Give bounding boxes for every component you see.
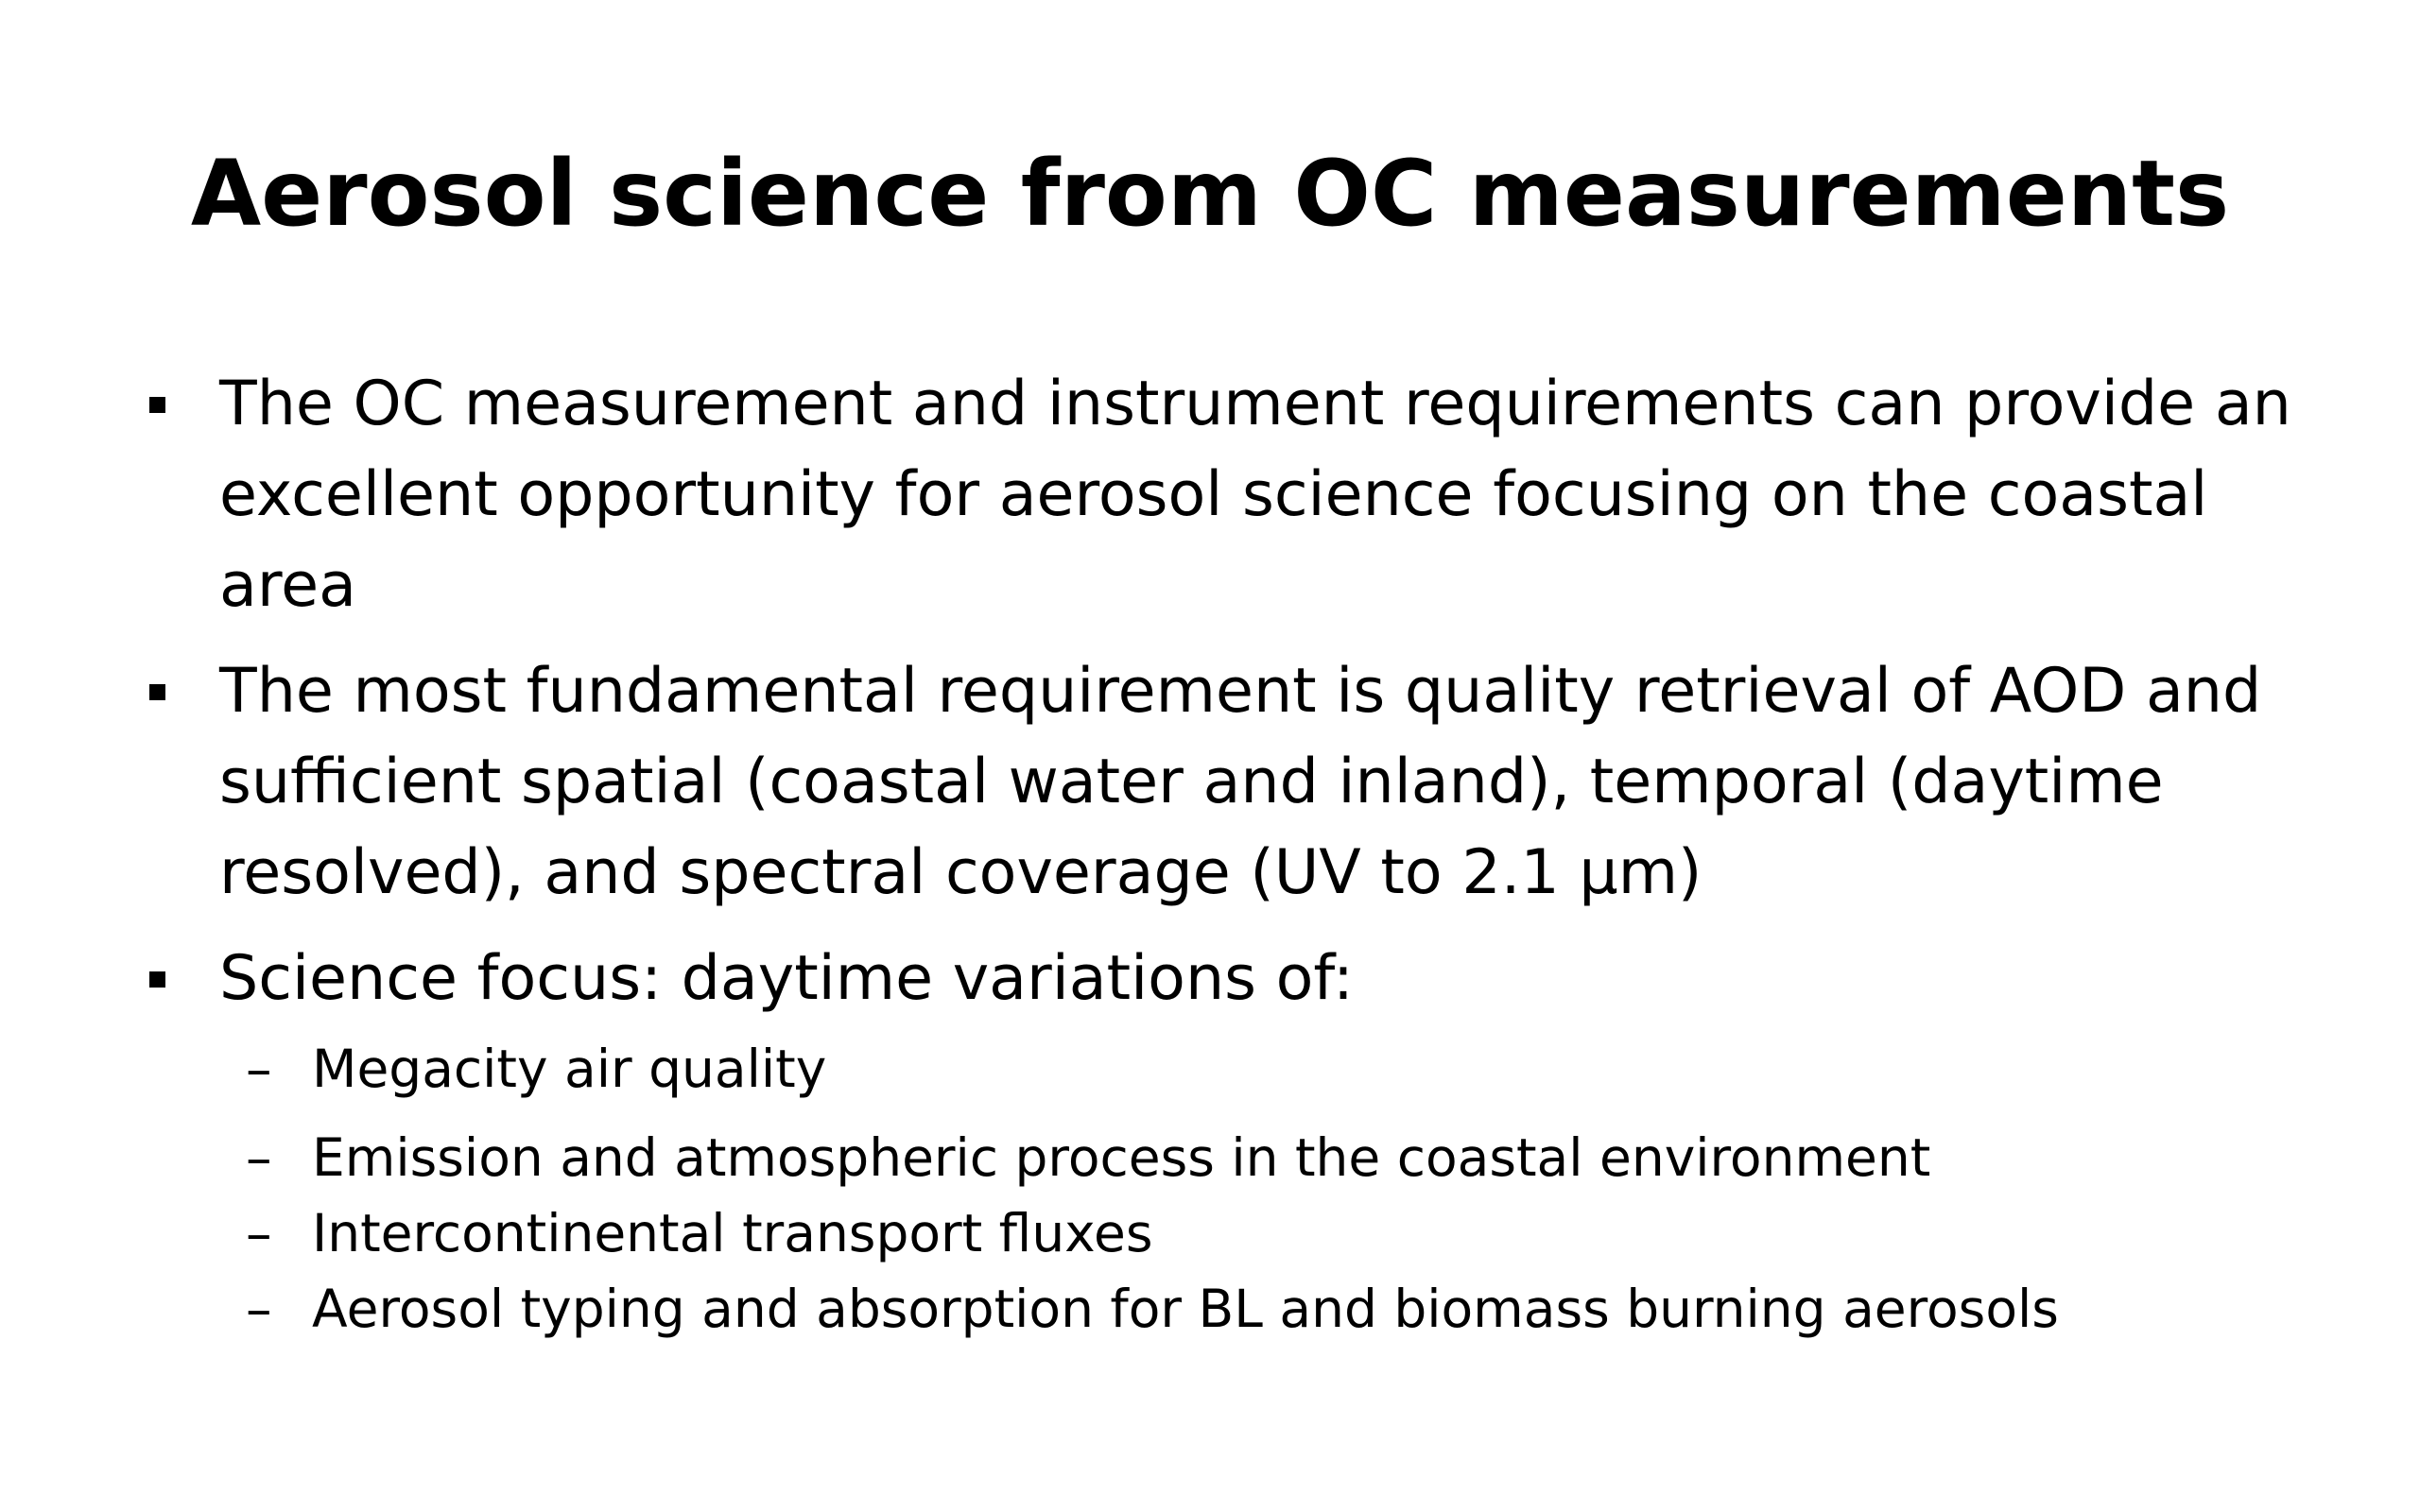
dash-bullet-icon: – bbox=[246, 1039, 272, 1099]
bullet-text: The OC measurement and instrument requirements can provide an excellent opportunity for aerosol science focusing on the coastal area bbox=[219, 369, 2291, 621]
dash-bullet-icon: – bbox=[246, 1279, 272, 1339]
sub-bullet-text: Emission and atmospheric process in the coastal environment bbox=[312, 1127, 1931, 1188]
sub-bullet-item bbox=[238, 1038, 2318, 1100]
sub-bullet-item bbox=[238, 1202, 2318, 1264]
dash-bullet-icon: – bbox=[246, 1203, 272, 1263]
dash-bullet-icon: – bbox=[246, 1127, 272, 1188]
bullet-text: Science focus: daytime variations of: bbox=[219, 943, 1354, 1014]
bullet-text: The most fundamental requirement is quality retrieval of AOD and sufficient spatial (coastal water and inland), temporal (daytime resolved), and spectral coverage (UV to 2.1 μm) bbox=[219, 656, 2262, 908]
bullet-item bbox=[142, 934, 2316, 1024]
slide-title: Aerosol science from OC measurements bbox=[190, 141, 2230, 247]
sub-bullet-item bbox=[238, 1278, 2318, 1340]
square-bullet-icon bbox=[149, 971, 165, 988]
sub-bullet-text: Intercontinental transport fluxes bbox=[312, 1203, 1153, 1263]
sub-bullet-item bbox=[238, 1126, 2318, 1189]
bullet-list bbox=[142, 359, 2316, 1040]
square-bullet-icon bbox=[149, 684, 165, 700]
square-bullet-icon bbox=[149, 397, 165, 413]
sub-bullet-text: Aerosol typing and absorption for BL and biomass burning aerosols bbox=[312, 1279, 2059, 1339]
bullet-item bbox=[142, 359, 2316, 631]
bullet-item bbox=[142, 646, 2316, 919]
sub-bullet-list bbox=[238, 1038, 2318, 1340]
sub-bullet-text: Megacity air quality bbox=[312, 1039, 827, 1099]
